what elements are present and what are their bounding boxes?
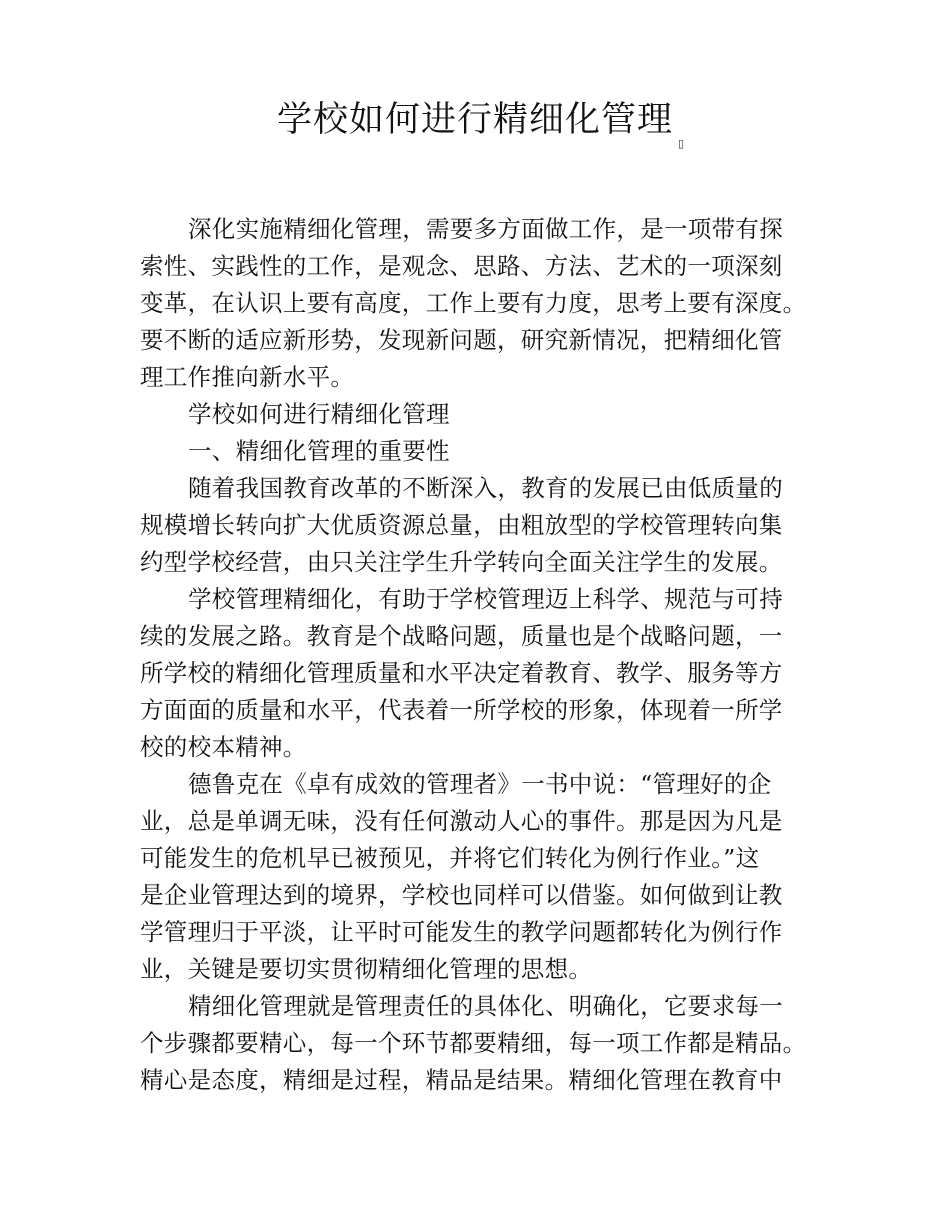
paragraph-subtitle: 学校如何进行精细化管理 <box>188 400 450 428</box>
document-body <box>140 211 830 1099</box>
paragraph-school-management: 学校管理精细化，有助于学校管理迈上科学、规范与可持 续的发展之路。教育是个战略问题，质量也是个战略问题，一 所学校的精细化管理质量和水平决定着教育、教学、服务等方 方面面的质量和水平，代表着一所学校的形象，体现着一所学 校的校本精神。 <box>140 585 783 761</box>
document-title: 学校如何进行精细化管理 <box>276 100 673 140</box>
section-heading-importance: 一、精细化管理的重要性 <box>188 437 450 465</box>
title-marker-glyph: ▯ <box>678 137 685 150</box>
paragraph-reform: 随着我国教育改革的不断深入，教育的发展已由低质量的 规模增长转向扩大优质资源总量，由粗放型的学校管理转向集 约型学校经营，由只关注学生升学转向全面关注学生的发展。 <box>140 474 783 576</box>
paragraph-drucker-quote: 德鲁克在《卓有成效的管理者》一书中说：“管理好的企 业，总是单调无味，没有任何激动人心的事件。那是因为凡是 可能发生的危机早已被预见，并将它们转化为例行作业。”这 是企业管理达到的境界，学校也同样可以借鉴。如何做到让教 学管理归于平淡，让平时可能发生的教学问题都转化为例行作 业，关键是要切实贯彻精细化管理的思想。 <box>140 770 783 983</box>
paragraph-fine-management: 精细化管理就是管理责任的具体化、明确化，它要求每一 个步骤都要精心，每一个环节都要精细，每一项工作都是精品。 精心是态度，精细是过程，精品是结果。精细化管理在教育中 <box>140 992 807 1094</box>
paragraph-intro: 深化实施精细化管理，需要多方面做工作，是一项带有探 索性、实践性的工作，是观念、思路、方法、艺术的一项深刻 变革，在认识上要有高度，工作上要有力度，思考上要有深度。 要不断的适应新形势，发现新问题，研究新情况，把精细化管 理工作推向新水平。 <box>140 215 807 391</box>
